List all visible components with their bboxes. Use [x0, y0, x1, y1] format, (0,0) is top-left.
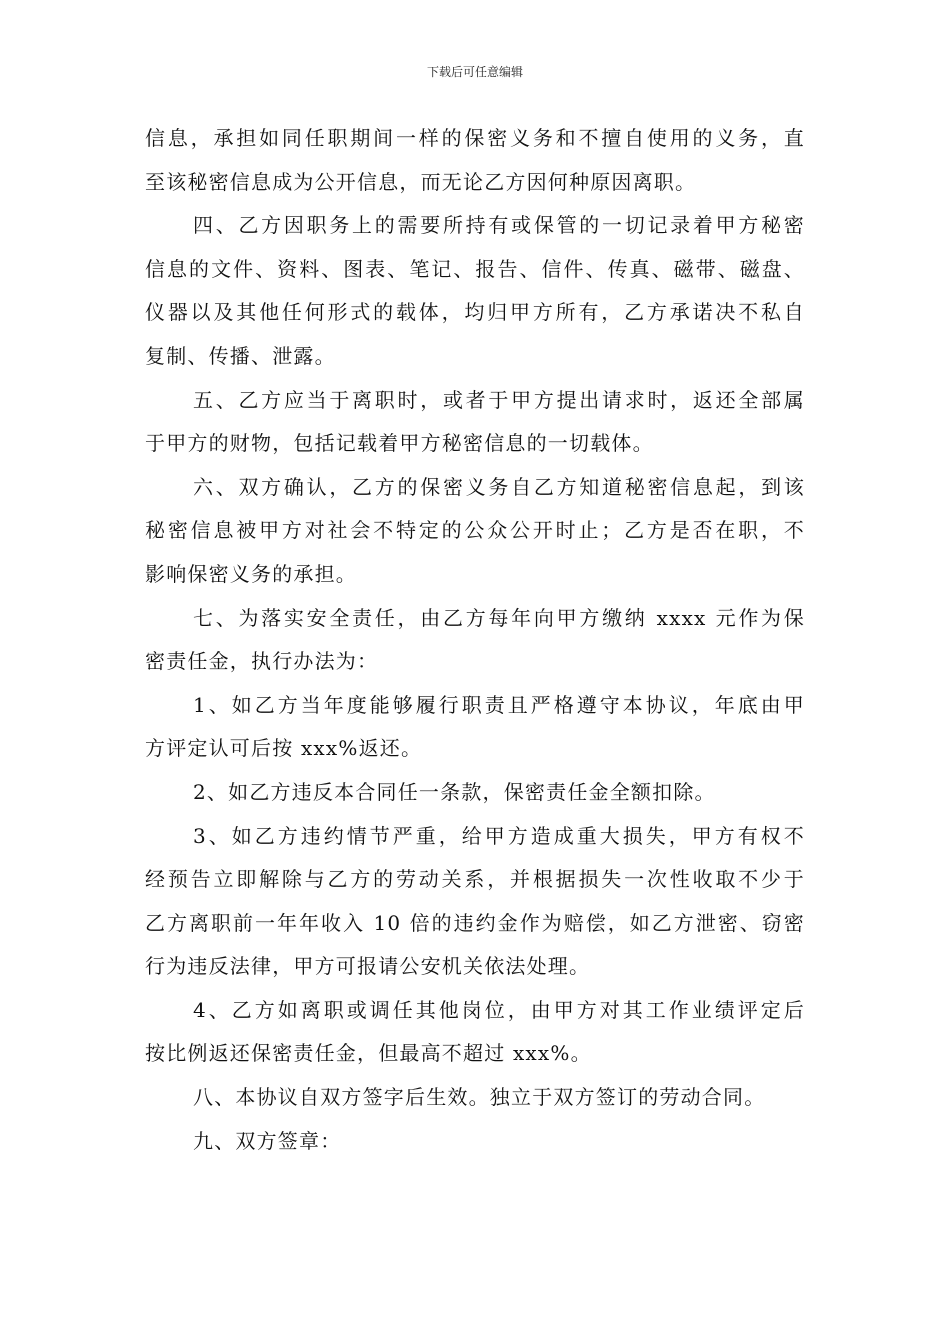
body-line: 五、乙方应当于离职时，或者于甲方提出请求时，返还全部属: [193, 387, 805, 412]
body-line: 七、为落实安全责任，由乙方每年向甲方缴纳 xxxx 元作为保: [193, 605, 805, 630]
body-line: 复制、传播、泄露。: [145, 343, 336, 368]
body-line: 八、本协议自双方签字后生效。独立于双方签订的劳动合同。: [193, 1085, 766, 1110]
body-line: 按比例返还保密责任金，但最高不超过 xxx%。: [145, 1041, 592, 1066]
body-line: 六、双方确认，乙方的保密义务自乙方知道秘密信息起，到该: [193, 474, 805, 499]
body-line: 乙方离职前一年年收入 10 倍的违约金作为赔偿，如乙方泄密、窃密: [145, 910, 805, 935]
body-line: 仪器以及其他任何形式的载体，均归甲方所有，乙方承诺决不私自: [145, 300, 805, 325]
body-line: 四、乙方因职务上的需要所持有或保管的一切记录着甲方秘密: [193, 213, 805, 238]
body-line: 经预告立即解除与乙方的劳动关系，并根据损失一次性收取不少于: [145, 867, 805, 892]
body-line: 4、乙方如离职或调任其他岗位，由甲方对其工作业绩评定后: [193, 997, 805, 1022]
body-line: 密责任金，执行办法为：: [145, 649, 379, 674]
body-line: 2、如乙方违反本合同任一条款，保密责任金全额扣除。: [193, 779, 716, 804]
document-body: [145, 117, 805, 1163]
body-line: 信息，承担如同任职期间一样的保密义务和不擅自使用的义务，直: [145, 126, 805, 150]
page-header: 下载后可任意编辑: [426, 65, 523, 79]
body-line: 影响保密义务的承担。: [145, 561, 357, 586]
body-line: 九、双方签章：: [193, 1128, 342, 1153]
body-line: 秘密信息被甲方对社会不特定的公众公开时止；乙方是否在职，不: [145, 518, 805, 543]
body-line: 方评定认可后按 xxx%返还。: [145, 736, 423, 761]
body-line: 信息的文件、资料、图表、笔记、报告、信件、传真、磁带、磁盘、: [145, 256, 805, 281]
body-line: 至该秘密信息成为公开信息，而无论乙方因何种原因离职。: [145, 169, 697, 194]
body-line: 行为违反法律，甲方可报请公安机关依法处理。: [145, 954, 591, 979]
body-line: 3、如乙方违约情节严重，给甲方造成重大损失，甲方有权不: [193, 823, 805, 848]
body-line: 于甲方的财物，包括记载着甲方秘密信息的一切载体。: [145, 431, 654, 456]
body-line: 1、如乙方当年度能够履行职责且严格遵守本协议，年底由甲: [193, 692, 805, 717]
